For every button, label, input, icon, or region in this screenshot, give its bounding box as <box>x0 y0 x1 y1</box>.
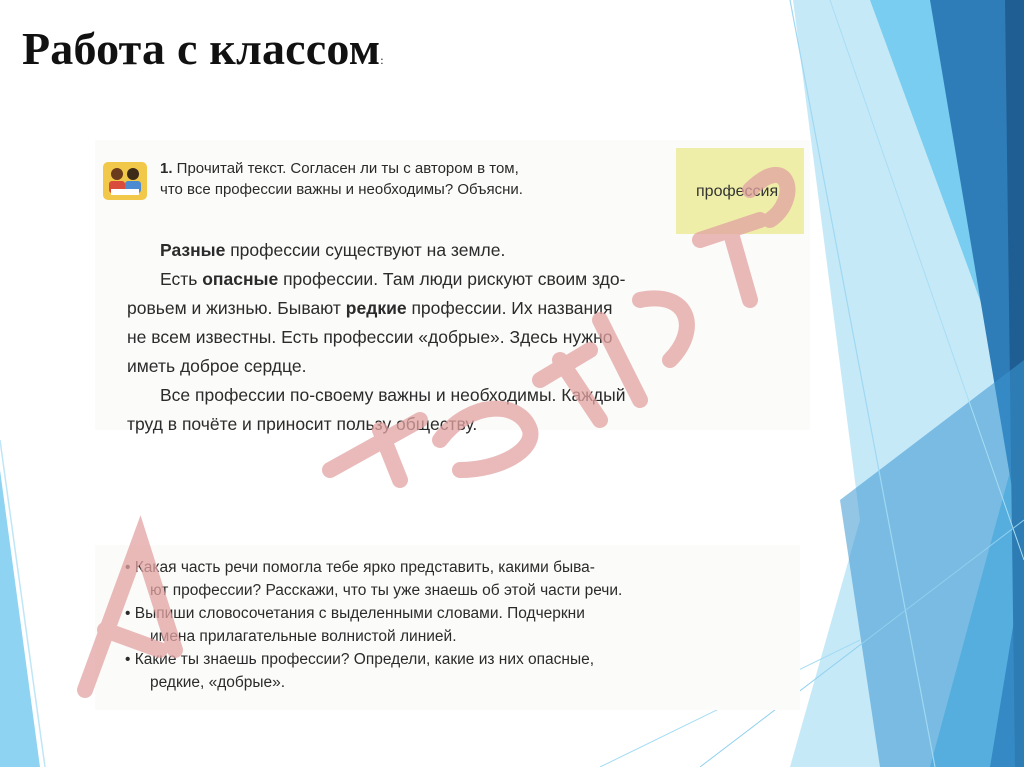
left-blue-wedge <box>0 470 40 767</box>
text-line-2-pre: Есть <box>160 269 203 289</box>
question-3-line-2: редкие, «добрые». <box>150 674 286 691</box>
task-instruction <box>160 158 665 200</box>
question-1-line-2: ют профессии? Расскажи, что ты уже знаешь об этой части речи. <box>150 582 623 599</box>
task-line-1-text: Прочитай текст. Согласен ли ты с автором в том, <box>172 160 519 177</box>
question-2-line-2: имена прилагательные волнистой линией. <box>150 628 457 645</box>
bold-word-opasnye: опасные <box>202 269 279 289</box>
bold-word-redkie: редкие <box>345 298 407 318</box>
task-line-2: что все профессии важны и необходимы? Объясни. <box>160 181 523 198</box>
task-number: 1. <box>160 160 173 177</box>
text-line-3-rest: профессии. Их названия <box>406 298 613 318</box>
text-line-1 <box>127 236 817 265</box>
text-line-4: не всем известны. Есть профессии «добрые». Здесь нужно <box>127 327 613 347</box>
slide-title-suffix: : <box>380 53 384 67</box>
question-3-line-1: • Какие ты знаешь профессии? Определи, какие из них опасные, <box>125 651 595 668</box>
slide-title <box>22 22 384 75</box>
text-line-2-rest: профессии. Там люди рискуют своим здо- <box>278 269 626 289</box>
vocabulary-word: профессия <box>696 183 779 200</box>
bold-word-raznye: Разные <box>160 240 226 260</box>
text-line-7: труд в почёте и приносит пользу обществу. <box>127 414 478 434</box>
text-line-3-pre: ровьем и жизнью. Бывают <box>127 298 346 318</box>
children-reading-icon <box>103 162 147 200</box>
text-line-6: Все профессии по-своему важны и необходимы. Каждый <box>160 385 626 405</box>
task-line-1 <box>160 158 665 179</box>
text-line-5: иметь доброе сердце. <box>127 356 307 376</box>
reading-text <box>127 236 817 439</box>
slide-title-text: Работа с классом <box>22 23 381 74</box>
question-2-line-1: • Выпиши словосочетания с выделенными словами. Подчеркни <box>125 605 585 622</box>
text-line-3 <box>127 294 817 323</box>
text-line-1-rest: профессии существуют на земле. <box>225 240 506 260</box>
vocabulary-sticky-note <box>676 148 804 234</box>
questions-list <box>125 556 795 694</box>
question-1-line-1: • Какая часть речи помогла тебе ярко представить, какими быва- <box>125 559 595 576</box>
text-line-2 <box>127 265 817 294</box>
